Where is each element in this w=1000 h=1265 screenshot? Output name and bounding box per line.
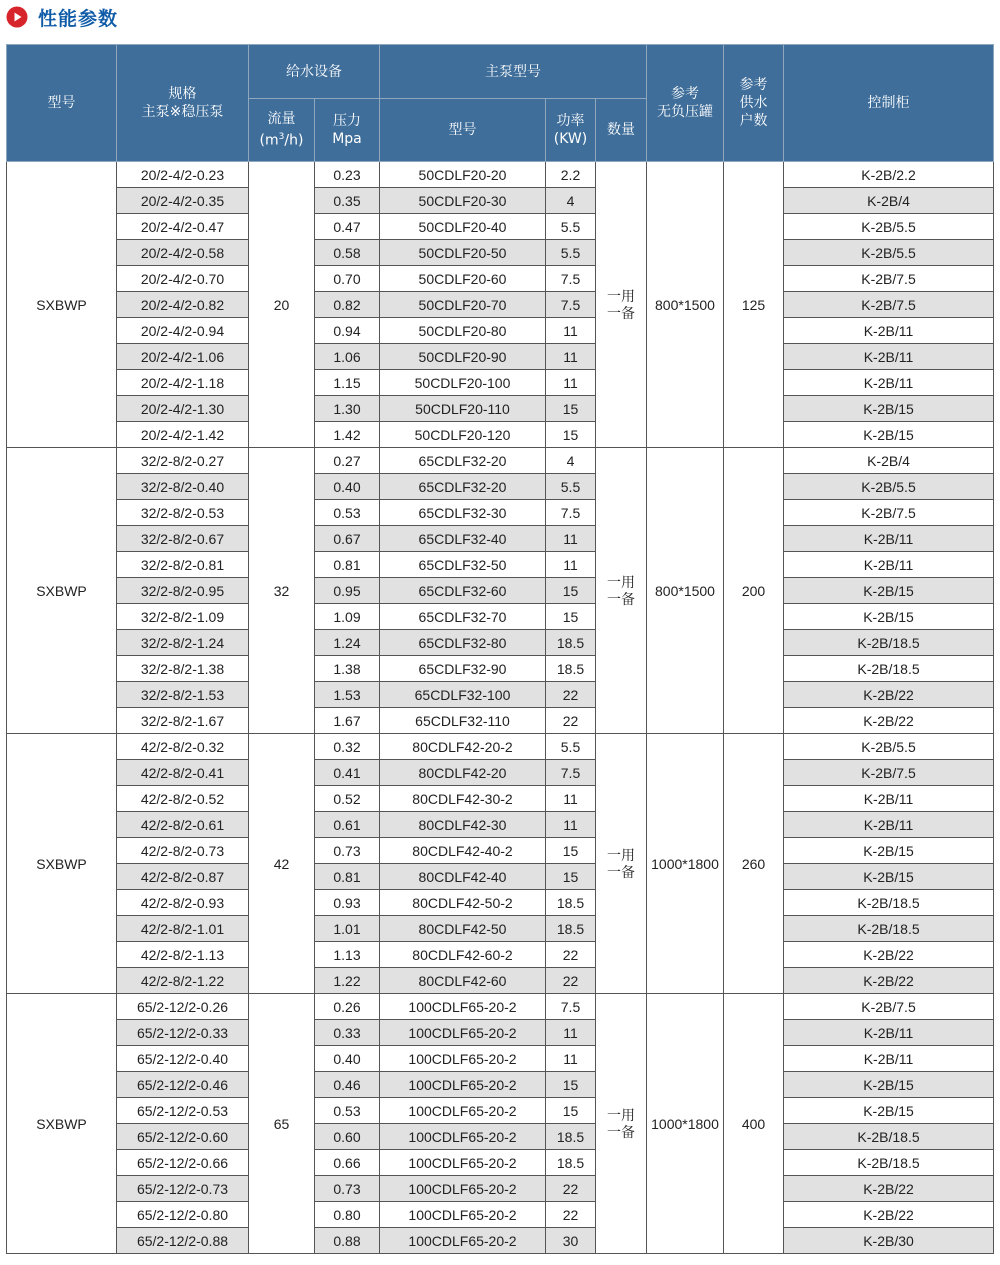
- control-cabinet-cell: K-2B/15: [784, 864, 994, 890]
- control-cabinet-cell: K-2B/18.5: [784, 656, 994, 682]
- spec-cell: 32/2-8/2-1.24: [117, 630, 249, 656]
- control-cabinet-cell: K-2B/22: [784, 968, 994, 994]
- table-row: [7, 500, 994, 526]
- power-cell: 18.5: [546, 890, 596, 916]
- control-cabinet-cell: K-2B/7.5: [784, 760, 994, 786]
- pressure-cell: 1.13: [315, 942, 380, 968]
- power-cell: 5.5: [546, 474, 596, 500]
- quantity-cell: [596, 448, 647, 734]
- table-row: [7, 1124, 994, 1150]
- model-cell: SXBWP: [7, 448, 117, 734]
- pressure-cell: 0.88: [315, 1228, 380, 1254]
- quantity-line1: 一用: [607, 1106, 635, 1123]
- power-cell: 22: [546, 942, 596, 968]
- power-cell: 22: [546, 682, 596, 708]
- pump-model-cell: 80CDLF42-30: [380, 812, 546, 838]
- play-circle-icon: [6, 6, 28, 28]
- table-row: [7, 318, 994, 344]
- pressure-cell: 0.52: [315, 786, 380, 812]
- spec-cell: 42/2-8/2-1.13: [117, 942, 249, 968]
- pump-model-cell: 80CDLF42-60: [380, 968, 546, 994]
- power-cell: 15: [546, 578, 596, 604]
- control-cabinet-cell: K-2B/15: [784, 838, 994, 864]
- power-cell: 5.5: [546, 214, 596, 240]
- header-pressure: 压力 Mpa: [315, 99, 380, 162]
- pump-model-cell: 65CDLF32-20: [380, 448, 546, 474]
- pressure-cell: 0.82: [315, 292, 380, 318]
- power-cell: 30: [546, 1228, 596, 1254]
- spec-cell: 32/2-8/2-1.67: [117, 708, 249, 734]
- control-cabinet-cell: K-2B/11: [784, 526, 994, 552]
- control-cabinet-cell: K-2B/11: [784, 786, 994, 812]
- spec-cell: 65/2-12/2-0.46: [117, 1072, 249, 1098]
- header-tank: 参考 无负压罐: [647, 45, 724, 162]
- table-row: [7, 838, 994, 864]
- table-row: [7, 968, 994, 994]
- power-cell: 7.5: [546, 266, 596, 292]
- power-cell: 11: [546, 552, 596, 578]
- pressure-cell: 0.73: [315, 838, 380, 864]
- control-cabinet-cell: K-2B/15: [784, 1072, 994, 1098]
- pump-model-cell: 50CDLF20-80: [380, 318, 546, 344]
- pressure-cell: 0.70: [315, 266, 380, 292]
- table-row: [7, 1150, 994, 1176]
- pressure-cell: 1.09: [315, 604, 380, 630]
- power-cell: 15: [546, 604, 596, 630]
- table-row: [7, 708, 994, 734]
- pressure-cell: 0.26: [315, 994, 380, 1020]
- pressure-cell: 0.33: [315, 1020, 380, 1046]
- table-body: [7, 162, 994, 1254]
- power-cell: 15: [546, 396, 596, 422]
- table-row: [7, 1046, 994, 1072]
- spec-cell: 32/2-8/2-0.67: [117, 526, 249, 552]
- power-cell: 7.5: [546, 500, 596, 526]
- control-cabinet-cell: K-2B/7.5: [784, 266, 994, 292]
- quantity-cell: [596, 994, 647, 1254]
- pump-model-cell: 50CDLF20-110: [380, 396, 546, 422]
- power-cell: 18.5: [546, 656, 596, 682]
- power-cell: 7.5: [546, 292, 596, 318]
- power-cell: 11: [546, 370, 596, 396]
- power-cell: 22: [546, 1176, 596, 1202]
- performance-table: [6, 44, 994, 1254]
- pump-model-cell: 65CDLF32-40: [380, 526, 546, 552]
- power-cell: 15: [546, 864, 596, 890]
- control-cabinet-cell: K-2B/7.5: [784, 500, 994, 526]
- spec-cell: 42/2-8/2-0.93: [117, 890, 249, 916]
- table-row: [7, 656, 994, 682]
- quantity-line2: 一备: [607, 304, 635, 321]
- header-quantity: 数量: [596, 99, 647, 162]
- control-cabinet-cell: K-2B/5.5: [784, 734, 994, 760]
- control-cabinet-cell: K-2B/22: [784, 1202, 994, 1228]
- table-row: [7, 266, 994, 292]
- quantity-line2: 一备: [607, 1123, 635, 1140]
- quantity-line2: 一备: [607, 590, 635, 607]
- control-cabinet-cell: K-2B/22: [784, 942, 994, 968]
- pressure-cell: 0.35: [315, 188, 380, 214]
- quantity-line2: 一备: [607, 863, 635, 880]
- table-row: [7, 448, 994, 474]
- pressure-cell: 1.53: [315, 682, 380, 708]
- table-row: [7, 1228, 994, 1254]
- control-cabinet-cell: K-2B/11: [784, 1020, 994, 1046]
- table-row: [7, 994, 994, 1020]
- spec-cell: 20/2-4/2-0.70: [117, 266, 249, 292]
- power-cell: 5.5: [546, 240, 596, 266]
- pump-model-cell: 50CDLF20-30: [380, 188, 546, 214]
- pressure-cell: 1.42: [315, 422, 380, 448]
- spec-cell: 20/2-4/2-0.47: [117, 214, 249, 240]
- table-row: [7, 604, 994, 630]
- table-row: [7, 890, 994, 916]
- pump-model-cell: 50CDLF20-120: [380, 422, 546, 448]
- power-cell: 11: [546, 1020, 596, 1046]
- spec-cell: 20/2-4/2-1.18: [117, 370, 249, 396]
- control-cabinet-cell: K-2B/7.5: [784, 292, 994, 318]
- spec-cell: 20/2-4/2-1.42: [117, 422, 249, 448]
- pressure-cell: 0.67: [315, 526, 380, 552]
- pump-model-cell: 50CDLF20-60: [380, 266, 546, 292]
- pressure-cell: 0.94: [315, 318, 380, 344]
- spec-cell: 42/2-8/2-0.87: [117, 864, 249, 890]
- spec-cell: 20/2-4/2-1.06: [117, 344, 249, 370]
- spec-cell: 65/2-12/2-0.60: [117, 1124, 249, 1150]
- pump-model-cell: 80CDLF42-20: [380, 760, 546, 786]
- pressure-cell: 1.24: [315, 630, 380, 656]
- control-cabinet-cell: K-2B/22: [784, 708, 994, 734]
- section-heading: [6, 4, 118, 30]
- spec-cell: 20/2-4/2-0.82: [117, 292, 249, 318]
- spec-cell: 42/2-8/2-0.61: [117, 812, 249, 838]
- pressure-cell: 0.80: [315, 1202, 380, 1228]
- control-cabinet-cell: K-2B/5.5: [784, 214, 994, 240]
- spec-cell: 65/2-12/2-0.26: [117, 994, 249, 1020]
- table-row: [7, 760, 994, 786]
- spec-cell: 20/2-4/2-0.23: [117, 162, 249, 188]
- pressure-cell: 0.81: [315, 864, 380, 890]
- tank-cell: 800*1500: [647, 448, 724, 734]
- spec-cell: 32/2-8/2-0.40: [117, 474, 249, 500]
- table-row: [7, 1098, 994, 1124]
- pressure-cell: 0.32: [315, 734, 380, 760]
- spec-cell: 32/2-8/2-0.81: [117, 552, 249, 578]
- control-cabinet-cell: K-2B/22: [784, 682, 994, 708]
- table-row: [7, 526, 994, 552]
- power-cell: 11: [546, 786, 596, 812]
- control-cabinet-cell: K-2B/22: [784, 1176, 994, 1202]
- pump-model-cell: 50CDLF20-50: [380, 240, 546, 266]
- control-cabinet-cell: K-2B/4: [784, 188, 994, 214]
- pump-model-cell: 100CDLF65-20-2: [380, 1046, 546, 1072]
- control-cabinet-cell: K-2B/2.2: [784, 162, 994, 188]
- power-cell: 22: [546, 968, 596, 994]
- tank-cell: 1000*1800: [647, 734, 724, 994]
- households-cell: 200: [724, 448, 784, 734]
- control-cabinet-cell: K-2B/15: [784, 604, 994, 630]
- pump-model-cell: 80CDLF42-50: [380, 916, 546, 942]
- model-cell: SXBWP: [7, 734, 117, 994]
- power-cell: 11: [546, 344, 596, 370]
- power-cell: 11: [546, 526, 596, 552]
- table-row: [7, 916, 994, 942]
- pump-model-cell: 100CDLF65-20-2: [380, 1124, 546, 1150]
- pressure-cell: 0.47: [315, 214, 380, 240]
- spec-cell: 32/2-8/2-1.38: [117, 656, 249, 682]
- spec-cell: 32/2-8/2-0.95: [117, 578, 249, 604]
- pressure-cell: 0.41: [315, 760, 380, 786]
- control-cabinet-cell: K-2B/11: [784, 812, 994, 838]
- table-row: [7, 292, 994, 318]
- power-cell: 7.5: [546, 994, 596, 1020]
- households-cell: 125: [724, 162, 784, 448]
- control-cabinet-cell: K-2B/5.5: [784, 240, 994, 266]
- table-row: [7, 552, 994, 578]
- pump-model-cell: 80CDLF42-50-2: [380, 890, 546, 916]
- pump-model-cell: 65CDLF32-30: [380, 500, 546, 526]
- power-cell: 18.5: [546, 916, 596, 942]
- power-cell: 7.5: [546, 760, 596, 786]
- header-flow: 流量 $(m^3/h)$: [249, 99, 315, 162]
- control-cabinet-cell: K-2B/4: [784, 448, 994, 474]
- control-cabinet-cell: K-2B/11: [784, 552, 994, 578]
- pump-model-cell: 50CDLF20-90: [380, 344, 546, 370]
- quantity-line1: 一用: [607, 287, 635, 304]
- table-row: [7, 578, 994, 604]
- pump-model-cell: 65CDLF32-60: [380, 578, 546, 604]
- pump-model-cell: 100CDLF65-20-2: [380, 1202, 546, 1228]
- pressure-cell: 1.38: [315, 656, 380, 682]
- pressure-cell: 0.95: [315, 578, 380, 604]
- control-cabinet-cell: K-2B/15: [784, 396, 994, 422]
- control-cabinet-cell: K-2B/11: [784, 370, 994, 396]
- power-cell: 22: [546, 708, 596, 734]
- spec-cell: 42/2-8/2-0.52: [117, 786, 249, 812]
- header-spec: [117, 45, 249, 162]
- control-cabinet-cell: K-2B/18.5: [784, 1150, 994, 1176]
- control-cabinet-cell: K-2B/18.5: [784, 890, 994, 916]
- table-row: [7, 942, 994, 968]
- control-cabinet-cell: K-2B/18.5: [784, 630, 994, 656]
- power-cell: 2.2: [546, 162, 596, 188]
- pressure-cell: 0.27: [315, 448, 380, 474]
- power-cell: 11: [546, 318, 596, 344]
- header-spec-line1: 规格: [168, 86, 197, 102]
- pressure-cell: 1.67: [315, 708, 380, 734]
- pressure-cell: 0.40: [315, 474, 380, 500]
- table-row: [7, 734, 994, 760]
- power-cell: 22: [546, 1202, 596, 1228]
- pump-model-cell: 100CDLF65-20-2: [380, 1098, 546, 1124]
- table-row: [7, 162, 994, 188]
- power-cell: 18.5: [546, 1150, 596, 1176]
- quantity-line1: 一用: [607, 846, 635, 863]
- control-cabinet-cell: K-2B/18.5: [784, 1124, 994, 1150]
- tank-cell: 1000*1800: [647, 994, 724, 1254]
- flow-cell: 65: [249, 994, 315, 1254]
- control-cabinet-cell: K-2B/11: [784, 1046, 994, 1072]
- pressure-cell: 0.58: [315, 240, 380, 266]
- pump-model-cell: 100CDLF65-20-2: [380, 1176, 546, 1202]
- control-cabinet-cell: K-2B/15: [784, 578, 994, 604]
- tank-cell: 800*1500: [647, 162, 724, 448]
- spec-cell: 20/2-4/2-1.30: [117, 396, 249, 422]
- quantity-line1: 一用: [607, 573, 635, 590]
- table-row: [7, 240, 994, 266]
- header-households: 参考 供水 户数: [724, 45, 784, 162]
- pump-model-cell: 80CDLF42-30-2: [380, 786, 546, 812]
- table-row: [7, 370, 994, 396]
- pump-model-cell: 65CDLF32-110: [380, 708, 546, 734]
- power-cell: 11: [546, 1046, 596, 1072]
- table-row: [7, 214, 994, 240]
- model-cell: SXBWP: [7, 994, 117, 1254]
- flow-cell: 32: [249, 448, 315, 734]
- table-row: [7, 682, 994, 708]
- pump-model-cell: 50CDLF20-100: [380, 370, 546, 396]
- pump-model-cell: 65CDLF32-50: [380, 552, 546, 578]
- flow-cell: 20: [249, 162, 315, 448]
- table-row: [7, 1202, 994, 1228]
- spec-cell: 42/2-8/2-0.32: [117, 734, 249, 760]
- spec-cell: 32/2-8/2-0.27: [117, 448, 249, 474]
- spec-cell: 32/2-8/2-0.53: [117, 500, 249, 526]
- power-cell: 18.5: [546, 1124, 596, 1150]
- page-title: 性能参数: [38, 7, 119, 30]
- table-row: [7, 188, 994, 214]
- power-cell: 15: [546, 1072, 596, 1098]
- pressure-cell: 0.93: [315, 890, 380, 916]
- pump-model-cell: 100CDLF65-20-2: [380, 994, 546, 1020]
- table-row: [7, 786, 994, 812]
- control-cabinet-cell: K-2B/30: [784, 1228, 994, 1254]
- table-row: [7, 1072, 994, 1098]
- pump-model-cell: 100CDLF65-20-2: [380, 1020, 546, 1046]
- control-cabinet-cell: K-2B/15: [784, 1098, 994, 1124]
- pump-model-cell: 80CDLF42-20-2: [380, 734, 546, 760]
- control-cabinet-cell: K-2B/11: [784, 344, 994, 370]
- pressure-cell: 0.60: [315, 1124, 380, 1150]
- spec-cell: 42/2-8/2-1.22: [117, 968, 249, 994]
- pressure-cell: 0.53: [315, 1098, 380, 1124]
- spec-cell: 32/2-8/2-1.09: [117, 604, 249, 630]
- pump-model-cell: 50CDLF20-70: [380, 292, 546, 318]
- pressure-cell: 0.40: [315, 1046, 380, 1072]
- pressure-cell: 0.73: [315, 1176, 380, 1202]
- control-cabinet-cell: K-2B/11: [784, 318, 994, 344]
- households-cell: 260: [724, 734, 784, 994]
- control-cabinet-cell: K-2B/18.5: [784, 916, 994, 942]
- table-row: [7, 1020, 994, 1046]
- spec-cell: 65/2-12/2-0.53: [117, 1098, 249, 1124]
- power-cell: 5.5: [546, 734, 596, 760]
- spec-cell: 42/2-8/2-0.41: [117, 760, 249, 786]
- spec-cell: 20/2-4/2-0.94: [117, 318, 249, 344]
- pressure-cell: 0.61: [315, 812, 380, 838]
- spec-cell: 32/2-8/2-1.53: [117, 682, 249, 708]
- pressure-cell: 0.23: [315, 162, 380, 188]
- spec-cell: 65/2-12/2-0.40: [117, 1046, 249, 1072]
- power-cell: 4: [546, 448, 596, 474]
- pressure-cell: 1.30: [315, 396, 380, 422]
- quantity-cell: [596, 734, 647, 994]
- spec-cell: 20/2-4/2-0.35: [117, 188, 249, 214]
- header-water-supply: 给水设备: [249, 45, 380, 99]
- power-cell: 15: [546, 1098, 596, 1124]
- table-row: [7, 396, 994, 422]
- pressure-cell: 0.81: [315, 552, 380, 578]
- power-cell: 11: [546, 812, 596, 838]
- control-cabinet-cell: K-2B/7.5: [784, 994, 994, 1020]
- header-control-cabinet: 控制柜: [784, 45, 994, 162]
- pressure-cell: 0.66: [315, 1150, 380, 1176]
- table-row: [7, 474, 994, 500]
- header-model: 型号: [7, 45, 117, 162]
- spec-cell: 65/2-12/2-0.33: [117, 1020, 249, 1046]
- pump-model-cell: 100CDLF65-20-2: [380, 1228, 546, 1254]
- spec-cell: 20/2-4/2-0.58: [117, 240, 249, 266]
- control-cabinet-cell: K-2B/15: [784, 422, 994, 448]
- pump-model-cell: 65CDLF32-100: [380, 682, 546, 708]
- spec-cell: 65/2-12/2-0.73: [117, 1176, 249, 1202]
- table-row: [7, 422, 994, 448]
- spec-cell: 42/2-8/2-1.01: [117, 916, 249, 942]
- quantity-cell: [596, 162, 647, 448]
- pump-model-cell: 65CDLF32-80: [380, 630, 546, 656]
- pressure-cell: 0.53: [315, 500, 380, 526]
- power-cell: 4: [546, 188, 596, 214]
- model-cell: SXBWP: [7, 162, 117, 448]
- pump-model-cell: 80CDLF42-40-2: [380, 838, 546, 864]
- power-cell: 15: [546, 838, 596, 864]
- table-row: [7, 344, 994, 370]
- pressure-cell: 1.22: [315, 968, 380, 994]
- pressure-cell: 1.15: [315, 370, 380, 396]
- header-main-pump: 主泵型号: [380, 45, 647, 99]
- pump-model-cell: 80CDLF42-40: [380, 864, 546, 890]
- table-row: [7, 1176, 994, 1202]
- pump-model-cell: 50CDLF20-20: [380, 162, 546, 188]
- pump-model-cell: 80CDLF42-60-2: [380, 942, 546, 968]
- households-cell: 400: [724, 994, 784, 1254]
- pump-model-cell: 65CDLF32-90: [380, 656, 546, 682]
- flow-cell: 42: [249, 734, 315, 994]
- spec-cell: 65/2-12/2-0.66: [117, 1150, 249, 1176]
- pressure-cell: 1.06: [315, 344, 380, 370]
- power-cell: 18.5: [546, 630, 596, 656]
- spec-cell: 65/2-12/2-0.88: [117, 1228, 249, 1254]
- power-cell: 15: [546, 422, 596, 448]
- header-pump-model: 型号: [380, 99, 546, 162]
- table-row: [7, 864, 994, 890]
- table-row: [7, 630, 994, 656]
- pressure-cell: 0.46: [315, 1072, 380, 1098]
- table-row: [7, 812, 994, 838]
- spec-cell: 65/2-12/2-0.80: [117, 1202, 249, 1228]
- pump-model-cell: 50CDLF20-40: [380, 214, 546, 240]
- pump-model-cell: 100CDLF65-20-2: [380, 1150, 546, 1176]
- pump-model-cell: 65CDLF32-70: [380, 604, 546, 630]
- control-cabinet-cell: K-2B/5.5: [784, 474, 994, 500]
- pump-model-cell: 100CDLF65-20-2: [380, 1072, 546, 1098]
- pressure-cell: 1.01: [315, 916, 380, 942]
- spec-cell: 42/2-8/2-0.73: [117, 838, 249, 864]
- header-power: 功率 (KW): [546, 99, 596, 162]
- header-spec-line2: 主泵※稳压泵: [141, 104, 224, 120]
- pump-model-cell: 65CDLF32-20: [380, 474, 546, 500]
